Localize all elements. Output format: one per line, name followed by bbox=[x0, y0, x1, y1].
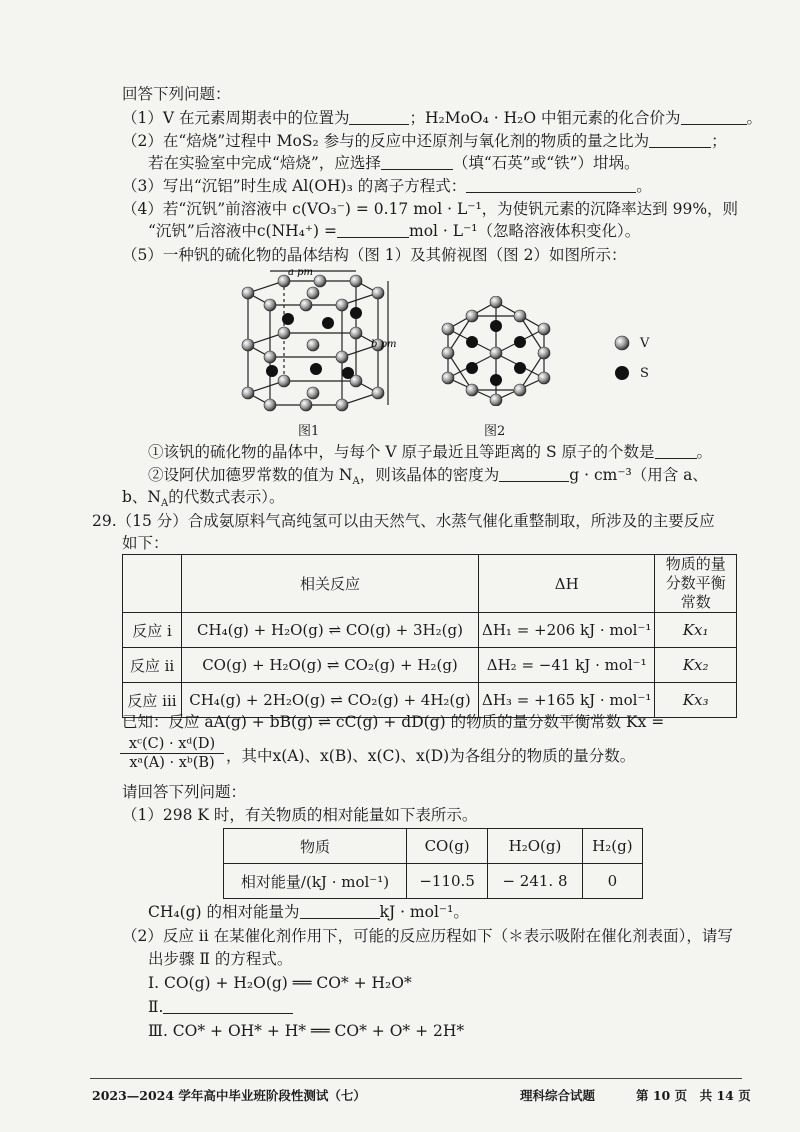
footer-page-number: 第 10 页 共 14 页 bbox=[636, 1088, 751, 1103]
fraction-bar bbox=[120, 753, 224, 754]
table-row: 相对能量/(kJ · mol⁻¹) −110.5 − 241. 8 0 bbox=[224, 864, 643, 899]
question-29-1: （1）298 K 时，有关物质的相对能量如下表所示。 bbox=[122, 806, 478, 824]
question-29-2: （2）反应 ii 在某催化剂作用下，可能的反应历程如下（＊表示吸附在催化剂表面），请写 bbox=[122, 927, 733, 945]
question-28-5-1: ①该钒的硫化物的晶体中，与每个 V 原子最近且等距离的 S 原子的个数是 。 bbox=[148, 443, 713, 461]
legend-s-marker bbox=[615, 366, 629, 380]
answer-blank[interactable] bbox=[681, 109, 747, 125]
answer-intro: 回答下列问题： bbox=[122, 85, 231, 103]
answer-blank[interactable] bbox=[349, 109, 409, 125]
figure-1-caption: 图1 bbox=[298, 424, 320, 439]
a-pm-label: a pm bbox=[288, 267, 314, 278]
fraction-explanation: ，其中x(A)、x(B)、x(C)、x(D)为各组分的物质的量分数。 bbox=[226, 747, 636, 765]
answer-blank[interactable] bbox=[163, 998, 293, 1014]
question-28-2b: 若在实验室中完成“焙烧”，应选择 （填“石英”或“铁”）坩埚。 bbox=[148, 154, 640, 172]
step-1: Ⅰ. CO(g) + H₂O(g) ══ CO* + H₂O* bbox=[148, 974, 412, 992]
answer-blank[interactable] bbox=[466, 177, 636, 193]
table-header-row: 物质 CO(g) H₂O(g) H₂(g) bbox=[224, 829, 643, 864]
answer-prompt: 请回答下列问题： bbox=[122, 783, 247, 801]
table-row: 反应 iii CH₄(g) + 2H₂O(g) ⇌ CO₂(g) + 4H₂(g) ΔH₃ = +165 kJ · mol⁻¹ Kx₃ bbox=[123, 683, 737, 718]
question-28-5-2b: b、$N_A$的代数式表示）。 bbox=[122, 488, 285, 510]
answer-blank[interactable] bbox=[300, 903, 380, 919]
legend-s-label: S bbox=[640, 366, 649, 381]
answer-blank[interactable] bbox=[655, 443, 697, 459]
crystal-top-view-figure-2 bbox=[436, 296, 556, 406]
table-row: 反应 i CH₄(g) + H₂O(g) ⇌ CO(g) + 3H₂(g) ΔH₁ = +206 kJ · mol⁻¹ Kx₁ bbox=[123, 613, 737, 648]
answer-blank[interactable] bbox=[381, 154, 453, 170]
question-28-2: （2）在“焙烧”过程中 MoS₂ 参与的反应中还原剂与氧化剂的物质的量之比为 ； bbox=[122, 132, 727, 150]
footer-divider bbox=[90, 1078, 742, 1079]
question-29-2b: 出步骤 Ⅱ 的方程式。 bbox=[148, 950, 293, 968]
reaction-table bbox=[122, 554, 737, 718]
table-row: 反应 ii CO(g) + H₂O(g) ⇌ CO₂(g) + H₂(g) ΔH₂ = −41 kJ · mol⁻¹ Kx₂ bbox=[123, 648, 737, 683]
step-3: Ⅲ. CO* + OH* + H* ══ CO* + O* + 2H* bbox=[148, 1022, 465, 1040]
legend-v-label: V bbox=[640, 336, 650, 351]
crystal-structure-figure-1 bbox=[228, 265, 398, 415]
ch4-energy-question: CH₄(g) 的相对能量为 kJ · mol⁻¹。 bbox=[148, 903, 469, 921]
kx-fraction bbox=[120, 736, 224, 771]
question-28-4: （4）若“沉钒”前溶液中 c(VO₃⁻) = 0.17 mol · L⁻¹，为使钒元素的沉降率达到 99%，则 bbox=[122, 200, 739, 218]
step-2: Ⅱ. bbox=[148, 997, 293, 1017]
answer-blank[interactable] bbox=[649, 132, 711, 148]
table-header-row: 相关反应 ΔH 物质的量分数平衡常数 bbox=[123, 555, 737, 613]
question-28-1: （1）V 在元素周期表中的位置为 ；H₂MoO₄ · H₂O 中钼元素的化合价为 。 bbox=[122, 109, 763, 127]
question-28-3: （3）写出“沉铝”时生成 Al(OH)₃ 的离子方程式： 。 bbox=[122, 177, 652, 195]
question-28-5: （5）一种钒的硫化物的晶体结构（图 1）及其俯视图（图 2）如图所示： bbox=[122, 246, 627, 264]
question-29-heading: 29.（15 分）合成氨原料气高纯氢可以由天然气、水蒸气催化重整制取，所涉及的主要反应 bbox=[92, 512, 715, 530]
answer-blank[interactable] bbox=[337, 222, 409, 238]
footer-exam-title: 2023—2024 学年高中毕业班阶段性测试（七） bbox=[92, 1088, 366, 1103]
question-29-heading-2: 如下： bbox=[122, 534, 169, 552]
question-28-5-2: ②设阿伏加德罗常数的值为 $N_A$，则该晶体的密度为 g · cm⁻³（用含 a、 bbox=[148, 466, 708, 488]
relative-energy-table bbox=[223, 828, 643, 899]
legend-v-marker bbox=[615, 336, 629, 350]
fraction-denominator: xᵃ(A) · xᵇ(B) bbox=[129, 755, 215, 771]
fraction-numerator: xᶜ(C) · xᵈ(D) bbox=[128, 736, 216, 752]
known-condition: 已知：反应 aA(g) + bB(g) ⇌ cC(g) + dD(g) 的物质的量分数平衡常数 Kx = bbox=[122, 713, 665, 731]
answer-blank[interactable] bbox=[499, 466, 569, 482]
figure-2-caption: 图2 bbox=[484, 424, 506, 439]
legend-markers bbox=[612, 333, 632, 383]
footer-subject: 理科综合试题 bbox=[520, 1088, 596, 1103]
question-28-4b: “沉钒”后溶液中c(NH₄⁺) = mol · L⁻¹（忽略溶液体积变化）。 bbox=[148, 222, 641, 240]
b-pm-label: b pm bbox=[371, 339, 397, 350]
